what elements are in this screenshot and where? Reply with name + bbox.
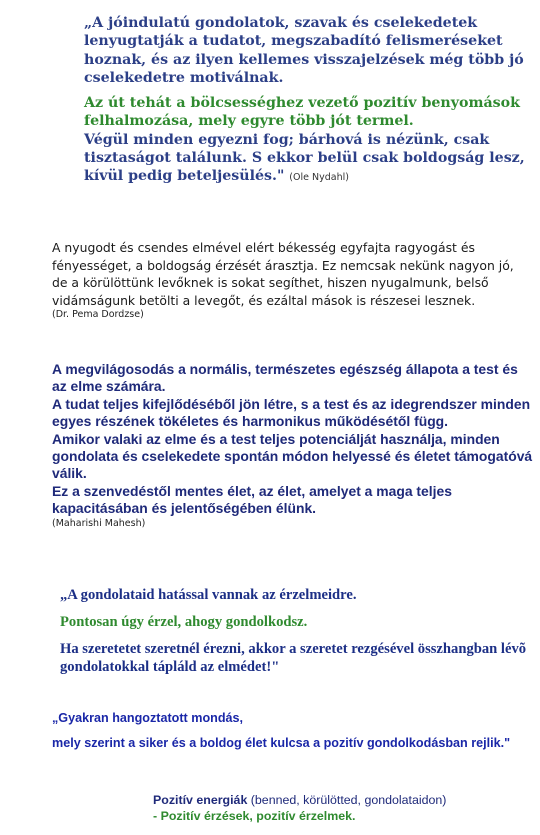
- closing-line1-rest: (benned, körülötted, gondolataidon): [247, 793, 447, 807]
- quote1-paragraph3-text: Végül minden egyezni fog; bárhová is nézünk, csak tisztaságot találunk. S ekkor belül csak boldogság lesz, kívül pedig beteljesülés.": [84, 131, 525, 185]
- closing-positive-energies: [153, 792, 533, 824]
- quote2-text: A nyugodt és csendes elmével elért békesség egyfajta ragyogást és fényességet, a boldogság érzését árasztja. Ez nemcsak nekünk nagyon jó, de a körülöttünk levőknek is sokat segíthet, hiszen nyugalmunk, belső vidámságunk betölti a levegőt, és ezáltal mások is részesei lesznek.: [52, 240, 514, 308]
- closing-line1-bold: Pozitív energiák: [153, 793, 248, 807]
- quote4-line1: „A gondolataid hatással vannak az érzelmeidre.: [60, 587, 357, 603]
- quote-gondolataid: [60, 586, 530, 676]
- closing-line2: - Pozitív érzések, pozitív érzelmek.: [153, 809, 356, 823]
- quote5-line2: mely szerint a siker és a boldog élet kulcsa a pozitív gondolkodásban rejlik.": [52, 736, 511, 750]
- quote3-line4: Ez a szenvedéstől mentes élet, az élet, amelyet a maga teljes kapacitásában és jelentőségében élünk.: [52, 482, 452, 517]
- quote4-line2: Pontosan úgy érzel, ahogy gondolkodsz.: [60, 614, 308, 630]
- quote1-source: (Ole Nydahl): [289, 172, 349, 184]
- quote1-paragraph2: Az út tehát a bölcsességhez vezető pozitív benyomások felhalmozása, mely egyre több jót termel.: [84, 95, 520, 130]
- quote3-source: (Maharishi Mahesh): [52, 517, 146, 529]
- quote2-source: (Dr. Pema Dordzse): [52, 309, 144, 321]
- quote-maharishi-mahesh: [52, 361, 536, 530]
- quote-pema-dordzse: [52, 239, 532, 321]
- quote3-line2: A tudat teljes kifejlődéséből jön létre, s a test és az idegrendszer minden egyes részének tökéletes és harmonikus működésétől függ.: [52, 395, 531, 430]
- quote3-line1: A megvilágosodás a normális, természetes egészség állapota a test és az elme számára.: [52, 361, 518, 395]
- quote3-line3: Amikor valaki az elme és a test teljes potenciálját használja, minden gondolata és cselekedete spontán módon helyessé és életet támogatóvá válik.: [52, 430, 533, 482]
- quote1-paragraph3: [84, 131, 536, 188]
- quote1-paragraph1: „A jóindulatú gondolatok, szavak és cselekedetek lenyugtatják a tudatot, megszabadító felismeréseket hoznak, és az ilyen kellemes visszajelzések még több jó cselekedetre motiválnak.: [84, 15, 524, 86]
- quote-ole-nydahl: [84, 14, 536, 188]
- closing-line1: [153, 792, 533, 808]
- quote5-line1: „Gyakran hangoztatott mondás,: [52, 711, 244, 725]
- quote4-line3: Ha szeretetet szeretnél érezni, akkor a szeretet rezgésével összhangban lévõ gondolatokkal tápláld az elmédet!": [60, 641, 527, 675]
- quote-gyakran-hangoztatott: [52, 710, 538, 751]
